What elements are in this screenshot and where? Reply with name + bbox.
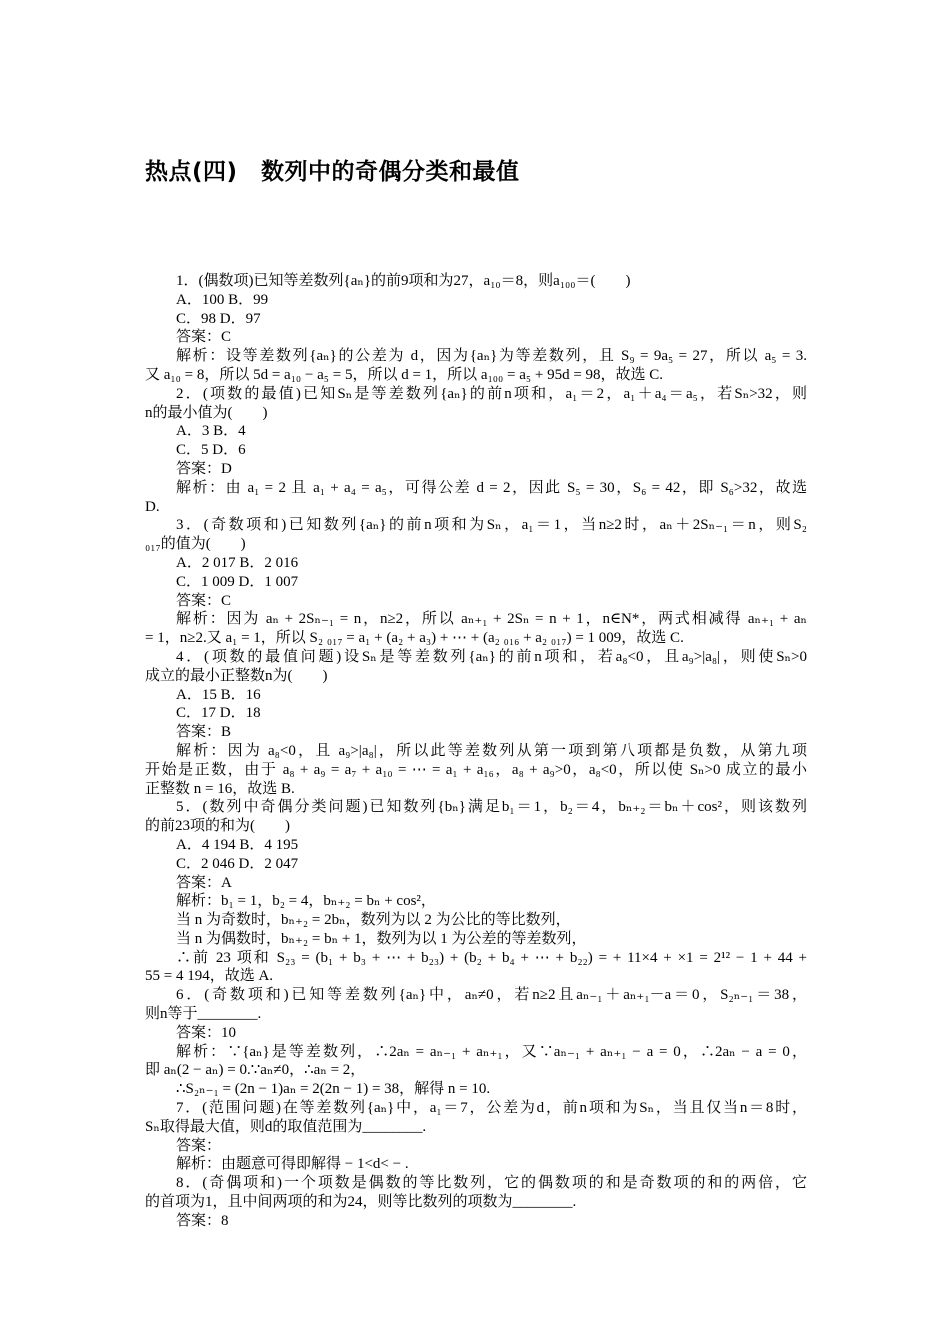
- q6-solution-line-1: 解析：∵{aₙ}是等差数列，∴2aₙ = aₙ₋₁ + aₙ₊₁，又∵aₙ₋₁ + aₙ₊₁ − a = 0，∴2aₙ − a = 0，: [176, 1043, 807, 1060]
- q6-solution-line-2: 即 aₙ(2 − aₙ) = 0.∵aₙ≠0，∴aₙ = 2，: [145, 1062, 366, 1079]
- q1-options-ab: A．100 B．99: [176, 291, 269, 308]
- q5-options-cd: C．2 046 D．2 047: [176, 855, 299, 872]
- q4-solution-line-2: 开始是正数，由于 a₈ + a₉ = a₇ + a₁₀ = ⋯ = a₁ + a₁₆，a₈ + a₉>0，a₈<0，所以使 Sₙ>0 成立的最小: [145, 761, 807, 778]
- q6-answer: 答案：10: [176, 1024, 237, 1041]
- q7-solution: 解析：由题意可得即解得 − 1<d< − .: [176, 1156, 409, 1173]
- q7-answer: 答案：: [176, 1137, 222, 1154]
- q3-stem-line-1: 3．(奇数项和)已知数列{aₙ}的前n项和为Sₙ，a₁＝1，当n≥2时，aₙ＋2Sₙ₋₁＝n，则S₂: [176, 517, 807, 534]
- q3-options-cd: C．1 009 D．1 007: [176, 573, 299, 590]
- q8-stem-line-2: 的首项为1，且中间两项的和为24，则等比数列的项数为________.: [145, 1194, 577, 1211]
- q1-solution-line-2: 又 a₁₀ = 8，所以 5d = a₁₀ − a₅ = 5，所以 d = 1，所以 a₁₀₀ = a₅ + 95d = 98，故选 C.: [145, 366, 664, 383]
- q2-stem-line-2: n的最小值为( ): [145, 404, 268, 421]
- q4-stem-line-2: 成立的最小正整数n为( ): [145, 667, 328, 684]
- q5-solution-line-3: 当 n 为偶数时，bₙ₊₂ = bₙ + 1，数列为以 1 为公差的等差数列，: [176, 930, 587, 947]
- q4-answer: 答案：B: [176, 724, 232, 741]
- q5-solution-line-4: ∴前 23 项和 S₂₃ = (b₁ + b₃ + ⋯ + b₂₃) + (b₂ + b₄ + ⋯ + b₂₂) = + 11×4 + ×1 = 2¹² − 1 + 44 +: [176, 949, 807, 966]
- q3-solution-line-2: = 1，n≥2.又 a₁ = 1，所以 S₂ ₀₁₇ = a₁ + (a₂ + a₃) + ⋯ + (a₂ ₀₁₆ + a₂ ₀₁₇) = 1 009，故选 C.: [145, 630, 684, 647]
- q3-options-ab: A．2 017 B．2 016: [176, 554, 299, 571]
- q5-solution-line-1: 解析：b₁ = 1，b₂ = 4，bₙ₊₂ = bₙ + cos²，: [176, 893, 436, 910]
- q2-answer: 答案：D: [176, 460, 232, 477]
- q3-solution-line-1: 解析：因为 aₙ + 2Sₙ₋₁ = n，n≥2，所以 aₙ₊₁ + 2Sₙ = n + 1，n∈N*，两式相减得 aₙ₊₁ + aₙ: [176, 611, 807, 628]
- q7-stem-line-1: 7．(范围问题)在等差数列{aₙ}中，a₁＝7，公差为d，前n项和为Sₙ，当且仅当n＝8时，: [176, 1100, 807, 1117]
- q6-stem-line-1: 6．(奇数项和)已知等差数列{aₙ}中，aₙ≠0，若n≥2且aₙ₋₁＋aₙ₊₁－a＝0，S₂ₙ₋₁＝38，: [176, 987, 807, 1004]
- q4-solution-line-3: 正整数 n = 16，故选 B.: [145, 780, 295, 797]
- q5-answer: 答案：A: [176, 874, 232, 891]
- q2-solution-line-1: 解析：由 a₁ = 2 且 a₁ + a₄ = a₅，可得公差 d = 2，因此 S₅ = 30，S₆ = 42，即 S₆>32，故选: [176, 479, 807, 496]
- q1-answer: 答案：C: [176, 329, 232, 346]
- q5-solution-line-5: 55 = 4 194，故选 A.: [145, 968, 274, 985]
- q4-stem-line-1: 4．(项数的最值问题)设Sₙ是等差数列{aₙ}的前n项和，若a₈<0，且a₉>|a₈|，则使Sₙ>0: [176, 648, 807, 665]
- q3-answer: 答案：C: [176, 592, 232, 609]
- q2-options-ab: A．3 B．4: [176, 423, 246, 440]
- q6-solution-line-3: ∴S₂ₙ₋₁ = (2n − 1)aₙ = 2(2n − 1) = 38，解得 n = 10.: [176, 1081, 491, 1098]
- q3-stem-line-2: ₀₁₇的值为( ): [145, 536, 246, 553]
- q5-stem-line-2: 的前23项的和为( ): [145, 818, 290, 835]
- q4-options-cd: C．17 D．18: [176, 705, 261, 722]
- q1-stem: 1．(偶数项)已知等差数列{aₙ}的前9项和为27，a₁₀＝8，则a₁₀₀＝( ): [176, 273, 631, 289]
- q1-solution-line-1: 解析：设等差数列{aₙ}的公差为 d，因为{aₙ}为等差数列，且 S₉ = 9a₅ = 27，所以 a₅ = 3.: [176, 348, 807, 365]
- q4-solution-line-1: 解析：因为 a₈<0，且 a₉>|a₈|，所以此等差数列从第一项到第八项都是负数，从第九项: [176, 742, 807, 759]
- q6-stem-line-2: 则n等于________.: [145, 1006, 262, 1023]
- q4-options-ab: A．15 B．16: [176, 686, 261, 703]
- q5-stem-line-1: 5．(数列中奇偶分类问题)已知数列{bₙ}满足b₁＝1，b₂＝4，bₙ₊₂＝bₙ＋cos²，则该数列: [176, 799, 807, 816]
- q5-solution-line-2: 当 n 为奇数时，bₙ₊₂ = 2bₙ，数列为以 2 为公比的等比数列，: [176, 912, 571, 929]
- q8-answer: 答案：8: [176, 1212, 229, 1229]
- q5-options-ab: A．4 194 B．4 195: [176, 836, 299, 853]
- page-title: 热点(四) 数列中的奇偶分类和最值: [145, 159, 520, 185]
- q7-stem-line-2: Sₙ取得最大值，则d的取值范围为________.: [145, 1118, 427, 1135]
- q1-options-cd: C．98 D．97: [176, 310, 261, 327]
- q2-stem-line-1: 2．(项数的最值)已知Sₙ是等差数列{aₙ}的前n项和，a₁＝2，a₁＋a₄＝a₅，若Sₙ>32，则: [176, 385, 807, 402]
- q2-options-cd: C．5 D．6: [176, 442, 246, 459]
- q8-stem-line-1: 8．(奇偶项和)一个项数是偶数的等比数列，它的偶数项的和是奇数项的和的两倍，它: [176, 1175, 807, 1192]
- document-body: [145, 272, 807, 1231]
- q2-solution-line-2: D.: [145, 498, 160, 515]
